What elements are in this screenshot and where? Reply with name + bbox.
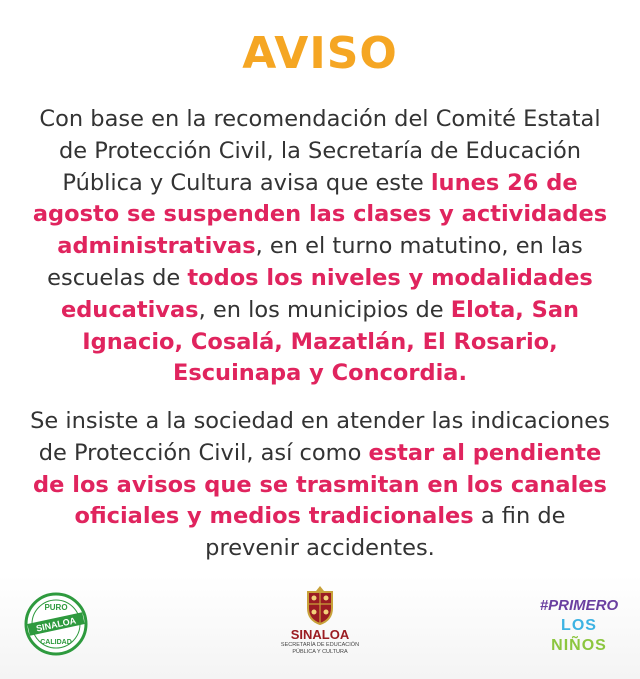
puro-sinaloa-logo bbox=[24, 592, 88, 656]
notice-highlight: lunes 26 de agosto se suspenden las clases y actividades administrativas bbox=[32, 169, 608, 260]
notice-paragraph-1 bbox=[30, 104, 610, 390]
notice-highlight: estar al pendiente de los avisos que se trasmitan en los canales oficiales y medios tradicionales bbox=[33, 439, 607, 530]
sinaloa-label: SINALOA bbox=[35, 615, 77, 634]
notice-highlight: Elota, San Ignacio, Cosalá, Mazatlán, El Rosario, Escuinapa y Concordia. bbox=[82, 296, 580, 387]
sinaloa-crest-icon bbox=[302, 584, 338, 626]
notice-highlight: todos los niveles y modalidades educativas bbox=[60, 264, 593, 323]
primero-los-ninos-logo bbox=[537, 596, 621, 666]
page-title: AVISO bbox=[242, 28, 398, 79]
notice-text: Se insiste a la sociedad en atender las indicaciones de Protección Civil, así como bbox=[30, 408, 610, 466]
secretaria-sub-1: SECRETARÍA DE EDUCACIÓN bbox=[280, 642, 360, 648]
secretaria-sub-2: PÚBLICA Y CULTURA bbox=[292, 649, 348, 655]
los-label: LOS bbox=[561, 617, 597, 634]
puro-label: PURO bbox=[44, 603, 68, 612]
notice-text: , en el turno matutino, en las escuelas de bbox=[47, 233, 583, 291]
notice-paragraph-2 bbox=[30, 406, 610, 565]
secretaria-name: SINALOA bbox=[290, 627, 350, 642]
ninos-label: NIÑOS bbox=[551, 637, 607, 654]
notice-text: , en los municipios de bbox=[198, 296, 451, 323]
primero-label: #PRIMERO bbox=[539, 597, 619, 614]
notice-text: a fin de prevenir accidentes. bbox=[205, 503, 566, 562]
secretaria-logo bbox=[268, 584, 372, 674]
notice-text: Con base en la recomendación del Comité Estatal de Protección Civil, la Secretaría de Educación Pública y Cultura avisa que este bbox=[39, 106, 601, 196]
calidad-label: CALIDAD bbox=[40, 639, 72, 646]
